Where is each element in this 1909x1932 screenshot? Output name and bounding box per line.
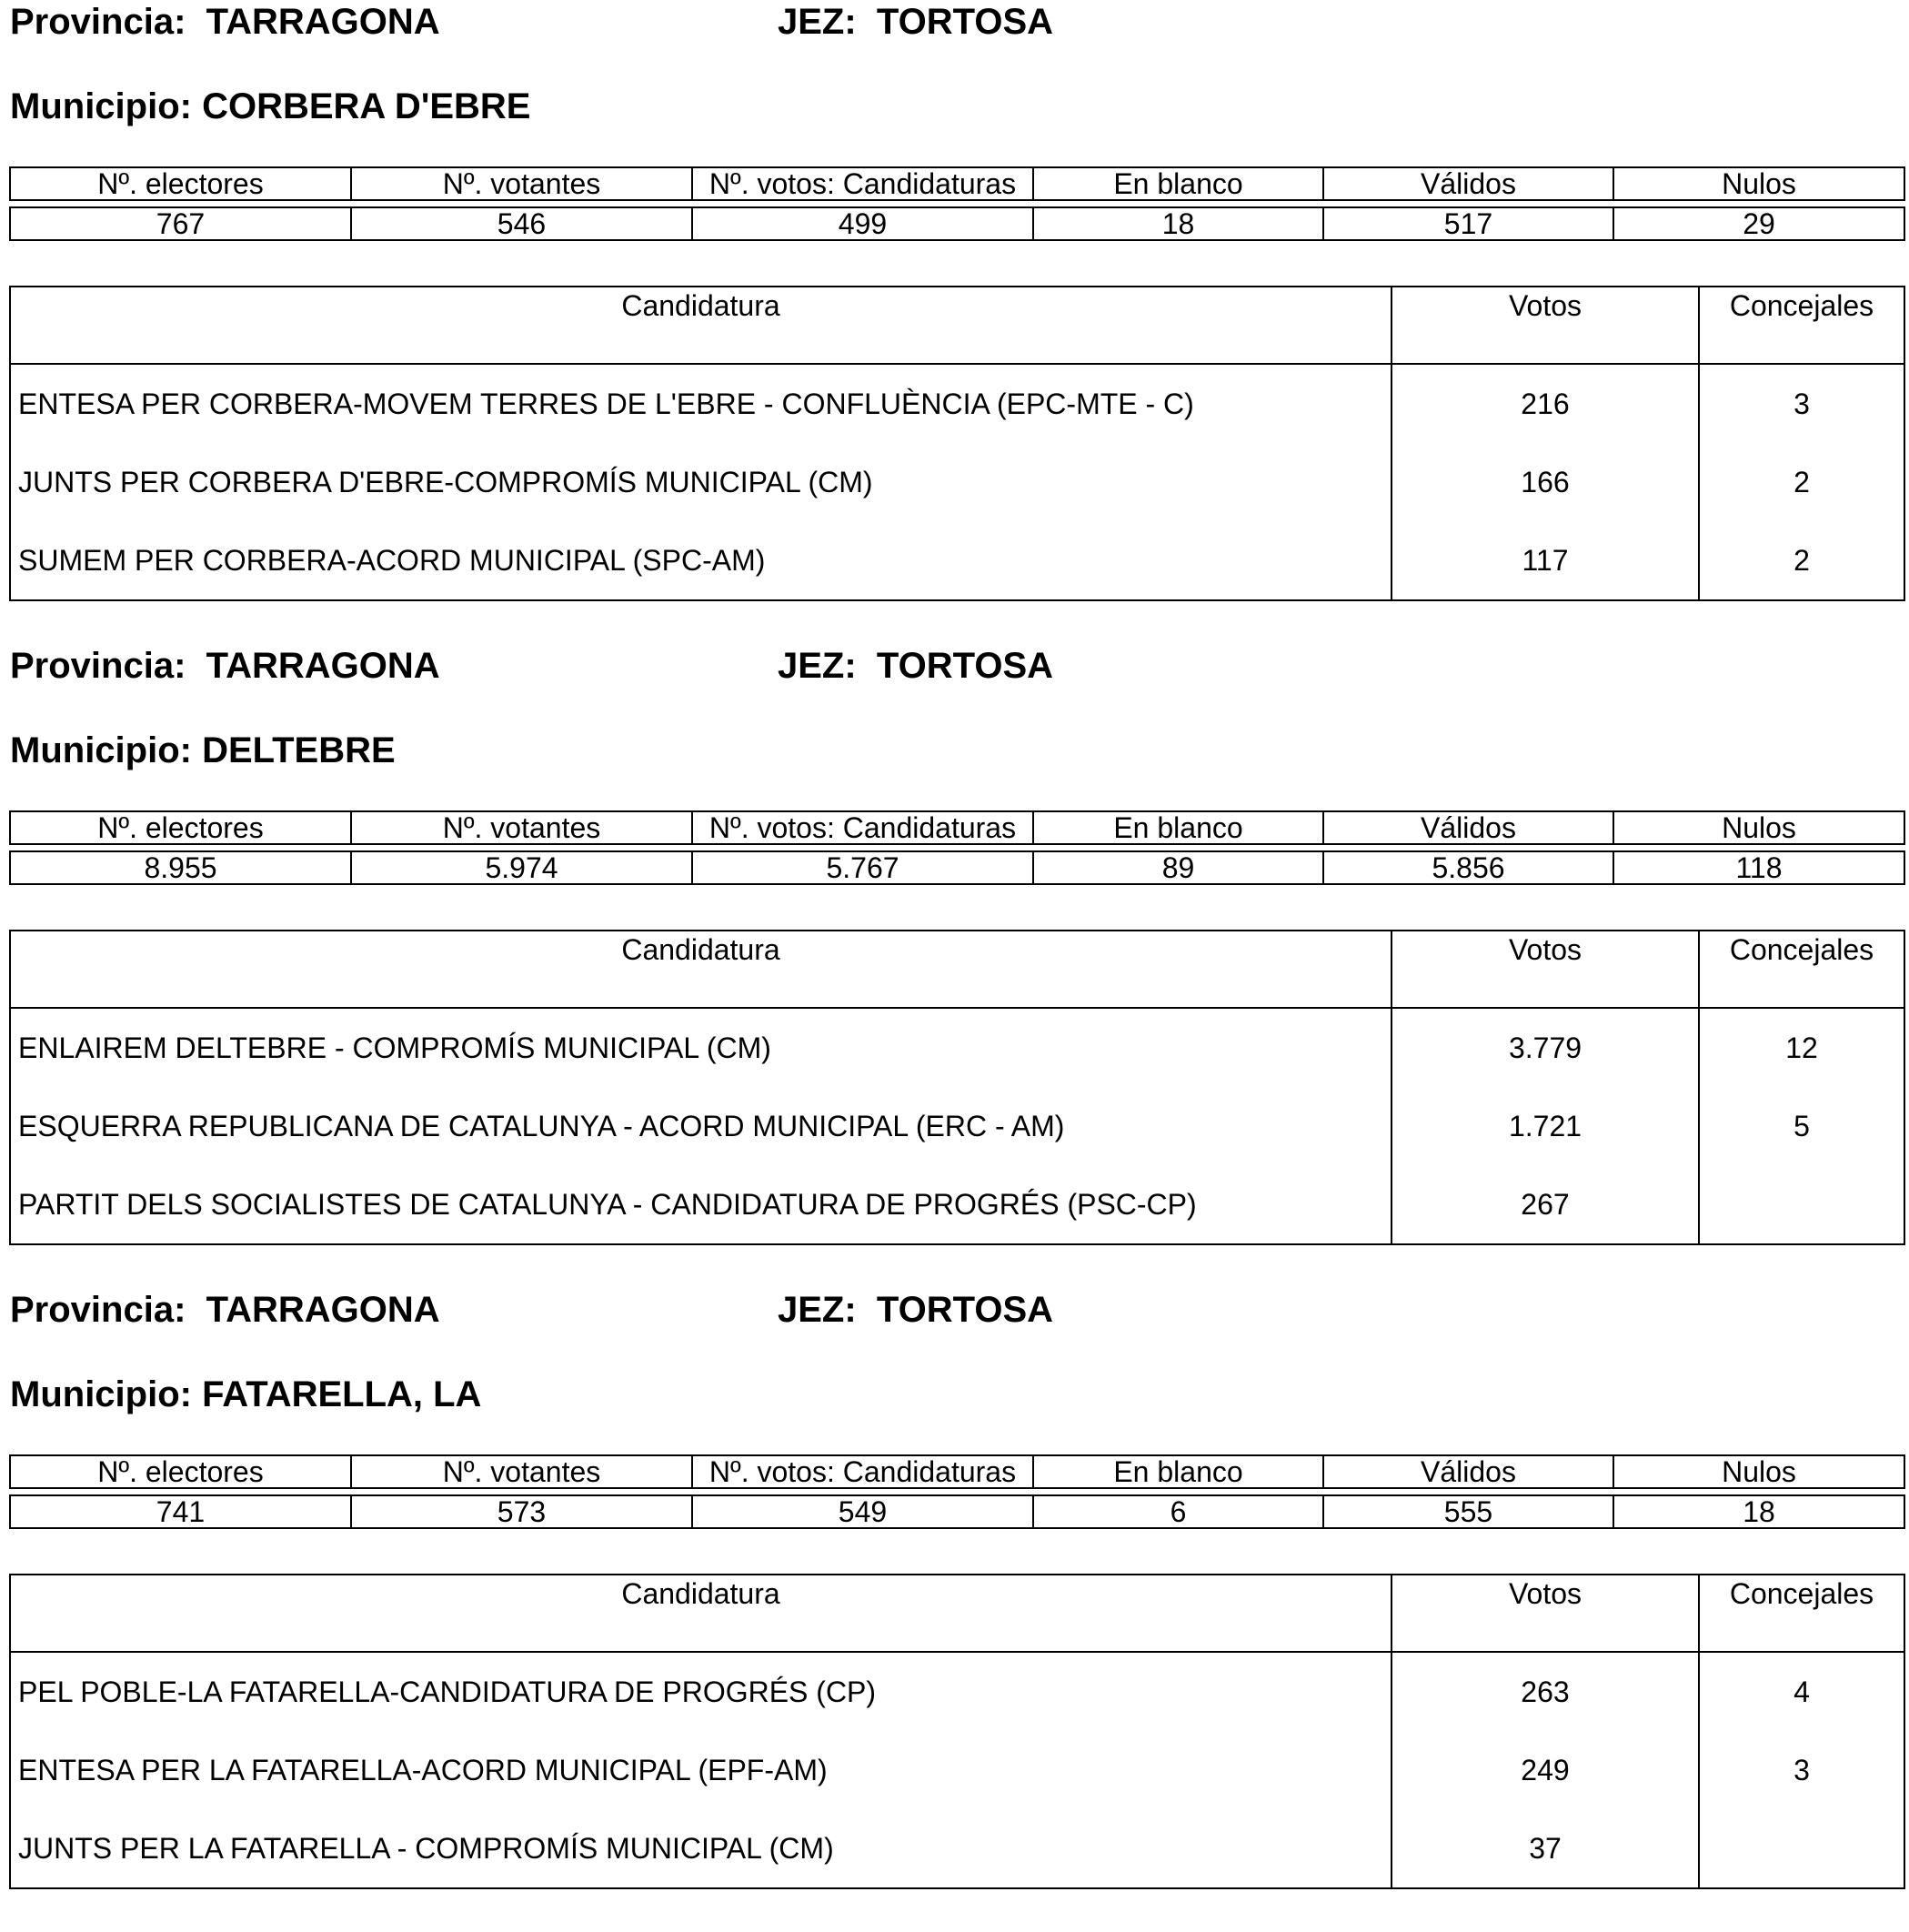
candidatura-header: Candidatura [10, 931, 1392, 1008]
stats-header-cell: Válidos [1323, 1455, 1613, 1488]
stats-value-cell: 767 [10, 207, 351, 240]
candidatura-header: Candidatura [10, 287, 1392, 364]
stats-header-cell: Nº. votantes [351, 1455, 692, 1488]
municipio-section [0, 0, 1909, 644]
candidatura-concejales: 2 [1699, 443, 1904, 521]
stats-value-table [9, 206, 1905, 241]
stats-header-row [10, 811, 1904, 844]
stats-value-cell: 118 [1613, 851, 1904, 884]
candidatura-row [10, 521, 1904, 600]
stats-value-cell: 18 [1033, 207, 1323, 240]
stats-value-cell: 546 [351, 207, 692, 240]
stats-header-row [10, 1455, 1904, 1488]
candidatura-row [10, 1652, 1904, 1731]
candidatura-concejales: 3 [1699, 1731, 1904, 1809]
candidatura-votos: 263 [1392, 1652, 1699, 1731]
stats-header-cell: Nº. votantes [351, 811, 692, 844]
stats-header-cell: Nº. votos: Candidaturas [692, 811, 1033, 844]
stats-header-cell: Nº. electores [10, 811, 351, 844]
stats-value-cell: 573 [351, 1495, 692, 1528]
municipio-section [0, 644, 1909, 1288]
stats-value-cell: 5.856 [1323, 851, 1613, 884]
jez-heading: JEZ: TORTOSA [778, 1290, 1054, 1330]
candidatura-table [9, 930, 1905, 1245]
stats-header-cell: Nº. votos: Candidaturas [692, 1455, 1033, 1488]
candidatura-name: JUNTS PER CORBERA D'EBRE-COMPROMÍS MUNICIPAL (CM) [10, 443, 1392, 521]
candidatura-header-row [10, 287, 1904, 364]
stats-header-table [9, 810, 1905, 845]
stats-header-cell: Nº. votos: Candidaturas [692, 167, 1033, 200]
candidatura-name: SUMEM PER CORBERA-ACORD MUNICIPAL (SPC-AM) [10, 521, 1392, 600]
candidatura-table [9, 1574, 1905, 1889]
stats-header-row [10, 167, 1904, 200]
candidatura-table [9, 286, 1905, 601]
stats-header-cell: Nulos [1613, 811, 1904, 844]
candidatura-row [10, 1008, 1904, 1087]
candidatura-concejales: 5 [1699, 1087, 1904, 1165]
concejales-header: Concejales [1699, 931, 1904, 1008]
candidatura-row [10, 1165, 1904, 1244]
candidatura-header-row [10, 931, 1904, 1008]
concejales-header: Concejales [1699, 287, 1904, 364]
stats-value-cell: 549 [692, 1495, 1033, 1528]
candidatura-row [10, 443, 1904, 521]
candidatura-votos: 267 [1392, 1165, 1699, 1244]
stats-header-table [9, 166, 1905, 201]
candidatura-votos: 117 [1392, 521, 1699, 600]
municipio-section [0, 1288, 1909, 1932]
candidatura-votos: 166 [1392, 443, 1699, 521]
stats-header-cell: Nulos [1613, 167, 1904, 200]
candidatura-name: ENTESA PER CORBERA-MOVEM TERRES DE L'EBRE - CONFLUÈNCIA (EPC-MTE - C) [10, 364, 1392, 443]
stats-value-cell: 18 [1613, 1495, 1904, 1528]
stats-value-cell: 8.955 [10, 851, 351, 884]
candidatura-name: ENLAIREM DELTEBRE - COMPROMÍS MUNICIPAL (CM) [10, 1008, 1392, 1087]
candidatura-concejales [1699, 1809, 1904, 1888]
stats-header-cell: En blanco [1033, 1455, 1323, 1488]
candidatura-name: ENTESA PER LA FATARELLA-ACORD MUNICIPAL (EPF-AM) [10, 1731, 1392, 1809]
provincia-heading: Provincia: TARRAGONA [10, 646, 440, 686]
candidatura-concejales: 4 [1699, 1652, 1904, 1731]
candidatura-concejales: 3 [1699, 364, 1904, 443]
candidatura-name: JUNTS PER LA FATARELLA - COMPROMÍS MUNICIPAL (CM) [10, 1809, 1392, 1888]
candidatura-name: PARTIT DELS SOCIALISTES DE CATALUNYA - CANDIDATURA DE PROGRÉS (PSC-CP) [10, 1165, 1392, 1244]
candidatura-votos: 249 [1392, 1731, 1699, 1809]
votos-header: Votos [1392, 287, 1699, 364]
candidatura-concejales: 2 [1699, 521, 1904, 600]
stats-value-row [10, 207, 1904, 240]
candidatura-header: Candidatura [10, 1575, 1392, 1652]
stats-value-table [9, 850, 1905, 885]
stats-header-cell: Válidos [1323, 811, 1613, 844]
stats-value-cell: 29 [1613, 207, 1904, 240]
candidatura-concejales [1699, 1165, 1904, 1244]
stats-header-cell: En blanco [1033, 167, 1323, 200]
candidatura-header-row [10, 1575, 1904, 1652]
candidatura-votos: 37 [1392, 1809, 1699, 1888]
municipio-heading: Municipio: FATARELLA, LA [10, 1374, 482, 1414]
candidatura-name: PEL POBLE-LA FATARELLA-CANDIDATURA DE PROGRÉS (CP) [10, 1652, 1392, 1731]
candidatura-row [10, 1731, 1904, 1809]
stats-value-cell: 6 [1033, 1495, 1323, 1528]
votos-header: Votos [1392, 931, 1699, 1008]
stats-value-cell: 5.974 [351, 851, 692, 884]
candidatura-votos: 216 [1392, 364, 1699, 443]
municipio-heading: Municipio: CORBERA D'EBRE [10, 86, 531, 126]
provincia-heading: Provincia: TARRAGONA [10, 1290, 440, 1330]
candidatura-votos: 3.779 [1392, 1008, 1699, 1087]
stats-header-cell: Válidos [1323, 167, 1613, 200]
candidatura-name: ESQUERRA REPUBLICANA DE CATALUNYA - ACORD MUNICIPAL (ERC - AM) [10, 1087, 1392, 1165]
stats-value-cell: 517 [1323, 207, 1613, 240]
stats-value-cell: 5.767 [692, 851, 1033, 884]
candidatura-votos: 1.721 [1392, 1087, 1699, 1165]
candidatura-concejales: 12 [1699, 1008, 1904, 1087]
concejales-header: Concejales [1699, 1575, 1904, 1652]
candidatura-row [10, 1809, 1904, 1888]
stats-header-cell: Nº. electores [10, 1455, 351, 1488]
candidatura-row [10, 1087, 1904, 1165]
candidatura-row [10, 364, 1904, 443]
municipio-heading: Municipio: DELTEBRE [10, 730, 396, 770]
stats-header-cell: En blanco [1033, 811, 1323, 844]
stats-value-cell: 741 [10, 1495, 351, 1528]
stats-value-cell: 89 [1033, 851, 1323, 884]
votos-header: Votos [1392, 1575, 1699, 1652]
stats-header-cell: Nº. votantes [351, 167, 692, 200]
stats-header-cell: Nº. electores [10, 167, 351, 200]
stats-value-cell: 499 [692, 207, 1033, 240]
jez-heading: JEZ: TORTOSA [778, 2, 1054, 42]
stats-value-row [10, 851, 1904, 884]
stats-value-cell: 555 [1323, 1495, 1613, 1528]
stats-header-table [9, 1454, 1905, 1489]
stats-value-table [9, 1494, 1905, 1529]
stats-header-cell: Nulos [1613, 1455, 1904, 1488]
jez-heading: JEZ: TORTOSA [778, 646, 1054, 686]
provincia-heading: Provincia: TARRAGONA [10, 2, 440, 42]
stats-value-row [10, 1495, 1904, 1528]
